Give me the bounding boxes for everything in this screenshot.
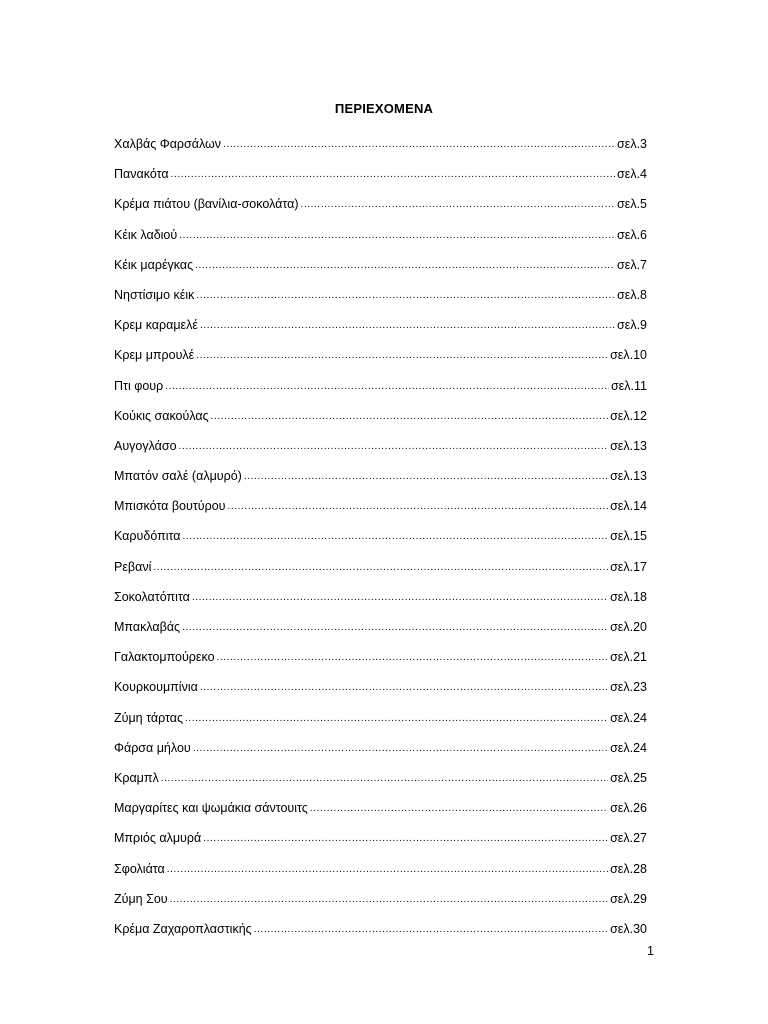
dot-leader	[211, 408, 608, 426]
toc-entry-page: σελ.12	[610, 408, 647, 423]
dot-leader	[196, 287, 615, 305]
dot-leader	[153, 559, 608, 577]
dot-leader	[195, 257, 615, 275]
toc-entry-page: σελ.23	[610, 680, 647, 695]
toc-entry-label: Καρυδόπιτα	[114, 529, 181, 544]
toc-entry-page: σελ.24	[610, 740, 647, 755]
dot-leader	[179, 227, 615, 245]
toc-entry-label: Γαλακτομπούρεκο	[114, 650, 215, 665]
toc-entry-page: σελ.25	[610, 770, 647, 785]
dot-leader	[203, 830, 608, 848]
dot-leader	[165, 378, 609, 396]
toc-entry-label: Μαργαρίτες και ψωμάκια σάντουιτς	[114, 801, 308, 816]
toc-entry-label: Κούκις σακούλας	[114, 408, 209, 423]
toc-entry-page: σελ.30	[610, 921, 647, 936]
table-of-contents	[114, 135, 647, 950]
dot-leader	[161, 770, 608, 788]
toc-entry-label: Αυγογλάσο	[114, 438, 177, 453]
list-item	[114, 709, 647, 739]
toc-entry-page: σελ.18	[610, 589, 647, 604]
toc-entry-page: σελ.26	[610, 801, 647, 816]
toc-entry-label: Ζύμη τάρτας	[114, 710, 184, 725]
dot-leader	[217, 649, 609, 667]
list-item	[114, 467, 647, 497]
list-item	[114, 890, 647, 920]
toc-entry-label: Ζύμη Σου	[114, 891, 168, 906]
toc-entry-page: σελ.17	[610, 559, 647, 574]
toc-entry-label: Κέικ μαρέγκας	[114, 257, 194, 272]
dot-leader	[310, 800, 608, 818]
toc-entry-label: Ρεβανί	[114, 559, 152, 574]
toc-entry-page: σελ.10	[610, 348, 647, 363]
dot-leader	[301, 196, 616, 214]
list-item	[114, 226, 647, 256]
toc-entry-page: σελ.14	[610, 499, 647, 514]
toc-entry-label: Νηστίσιμο κέικ	[114, 287, 195, 302]
toc-entry-page: σελ.7	[617, 257, 647, 272]
list-item	[114, 678, 647, 708]
toc-entry-label: Πτι φουρ	[114, 378, 164, 393]
toc-entry-page: σελ.11	[611, 378, 647, 393]
toc-entry-page: σελ.21	[610, 650, 647, 665]
dot-leader	[182, 619, 608, 637]
toc-entry-label: Κραμπλ	[114, 770, 159, 785]
list-item	[114, 769, 647, 799]
dot-leader	[196, 347, 608, 365]
dot-leader	[200, 679, 608, 697]
list-item	[114, 799, 647, 829]
page-number: 1	[647, 944, 654, 958]
toc-entry-label: Μπισκότα βουτύρου	[114, 499, 226, 514]
list-item	[114, 195, 647, 225]
toc-entry-page: σελ.27	[610, 831, 647, 846]
toc-entry-label: Σφολιάτα	[114, 861, 165, 876]
toc-entry-label: Κουρκουμπίνια	[114, 680, 198, 695]
list-item	[114, 497, 647, 527]
dot-leader	[170, 891, 608, 909]
list-item	[114, 437, 647, 467]
toc-entry-label: Κρεμ μπρουλέ	[114, 348, 195, 363]
list-item	[114, 527, 647, 557]
toc-entry-label: Πανακότα	[114, 167, 169, 182]
dot-leader	[179, 438, 608, 456]
toc-entry-page: σελ.9	[617, 318, 647, 333]
toc-entry-page: σελ.29	[610, 891, 647, 906]
dot-leader	[185, 710, 608, 728]
toc-entry-label: Χαλβάς Φαρσάλων	[114, 137, 222, 151]
toc-entry-page: σελ.15	[610, 529, 647, 544]
list-item	[114, 377, 647, 407]
toc-entry-label: Μπατόν σαλέ (αλμυρό)	[114, 469, 242, 484]
toc-entry-page: σελ.4	[617, 167, 647, 182]
dot-leader	[223, 136, 615, 154]
toc-entry-page: σελ.13	[610, 438, 647, 453]
dot-leader	[182, 528, 608, 546]
list-item	[114, 346, 647, 376]
toc-entry-page: σελ.5	[617, 197, 647, 212]
list-item	[114, 316, 647, 346]
toc-entry-label: Κέικ λαδιού	[114, 227, 178, 242]
list-item	[114, 920, 647, 950]
list-item	[114, 588, 647, 618]
toc-entry-label: Κρέμα πιάτου (βανίλια-σοκολάτα)	[114, 197, 299, 212]
list-item	[114, 286, 647, 316]
list-item	[114, 256, 647, 286]
list-item	[114, 829, 647, 859]
toc-entry-page: σελ.24	[610, 710, 647, 725]
dot-leader	[167, 861, 608, 879]
list-item	[114, 739, 647, 769]
toc-entry-label: Σοκολατόπιτα	[114, 589, 190, 604]
list-item	[114, 135, 647, 165]
toc-entry-page: σελ.8	[617, 287, 647, 302]
toc-entry-page: σελ.13	[610, 469, 647, 484]
dot-leader	[192, 589, 608, 607]
toc-entry-label: Κρεμ καραμελέ	[114, 318, 198, 333]
toc-entry-label: Μπακλαβάς	[114, 620, 181, 634]
list-item	[114, 165, 647, 195]
page-title: ΠΕΡΙΕΧΟΜΕΝΑ	[334, 101, 434, 116]
list-item	[114, 860, 647, 890]
toc-entry-label: Φάρσα μήλου	[114, 740, 191, 755]
toc-entry-label: Μπριός αλμυρά	[114, 831, 202, 846]
toc-entry-label: Κρέμα Ζαχαροπλαστικής	[114, 921, 252, 936]
toc-entry-page: σελ.6	[617, 227, 647, 242]
toc-entry-page: σελ.28	[610, 861, 647, 876]
dot-leader	[200, 317, 615, 335]
dot-leader	[171, 166, 615, 184]
dot-leader	[254, 921, 608, 939]
list-item	[114, 407, 647, 437]
list-item	[114, 648, 647, 678]
list-item	[114, 618, 647, 648]
dot-leader	[228, 498, 609, 516]
dot-leader	[193, 740, 608, 758]
toc-entry-page: σελ.20	[610, 620, 647, 634]
dot-leader	[244, 468, 608, 486]
list-item	[114, 558, 647, 588]
toc-entry-page: σελ.3	[617, 137, 647, 151]
